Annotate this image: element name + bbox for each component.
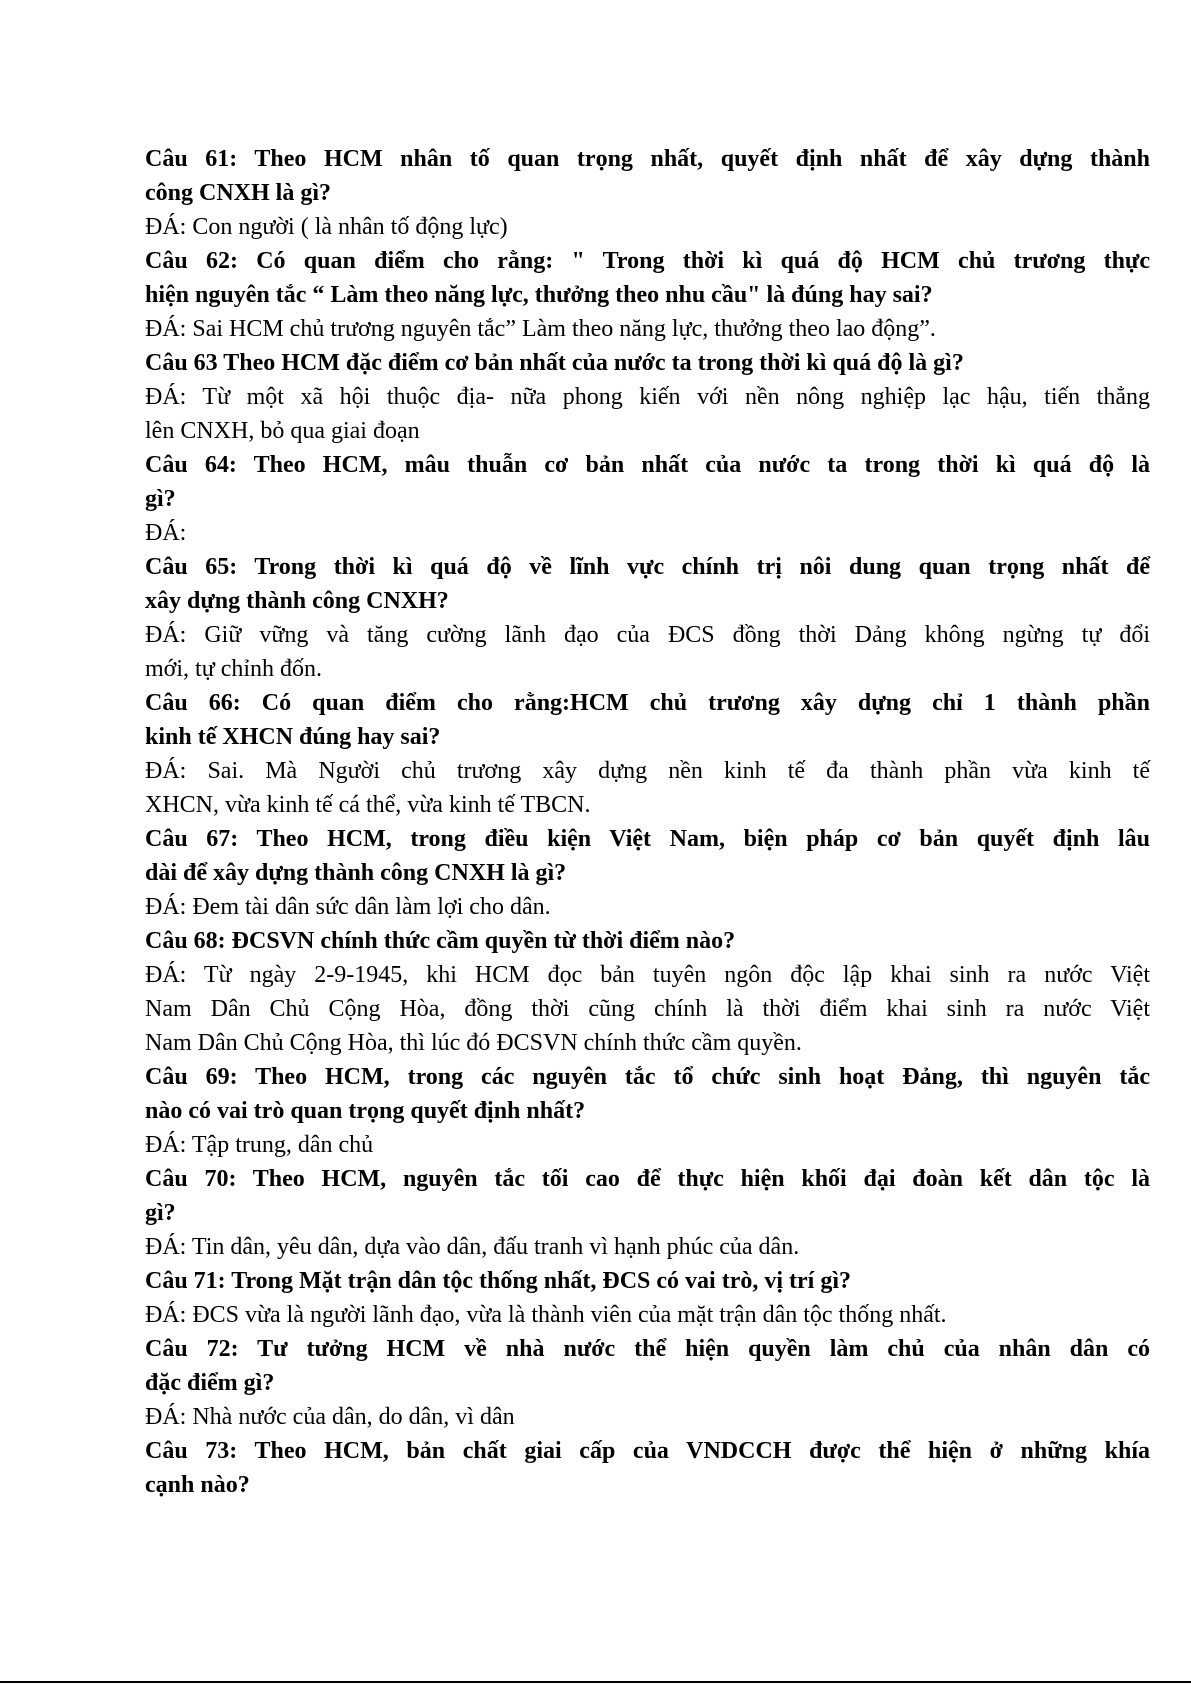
answer-line: ĐÁ: Từ ngày 2-9-1945, khi HCM đọc bản tuyên ngôn độc lập khai sinh ra nước Việt xyxy=(145,962,1150,988)
question-line: Câu 61: Theo HCM nhân tố quan trọng nhất, quyết định nhất để xây dựng thành xyxy=(145,146,1150,172)
question-block xyxy=(145,1264,1150,1298)
question-line: Câu 67: Theo HCM, trong điều kiện Việt Nam, biện pháp cơ bản quyết định lâu xyxy=(145,826,1150,852)
page-bottom-rule xyxy=(0,1681,1191,1683)
answer-line: lên CNXH, bỏ qua giai đoạn xyxy=(145,418,420,444)
answer-line: ĐÁ: Giữ vững và tăng cường lãnh đạo của ĐCS đồng thời Dảng không ngừng tự đổi xyxy=(145,622,1150,648)
question-line: Câu 71: Trong Mặt trận dân tộc thống nhất, ĐCS có vai trò, vị trí gì? xyxy=(145,1268,852,1294)
answer-line: ĐÁ: ĐCS vừa là người lãnh đạo, vừa là thành viên của mặt trận dân tộc thống nhất. xyxy=(145,1302,947,1328)
question-line: Câu 65: Trong thời kì quá độ về lĩnh vực chính trị nôi dung quan trọng nhất để xyxy=(145,554,1150,580)
answer-line: Nam Dân Chủ Cộng Hòa, đồng thời cũng chính là thời điểm khai sinh ra nước Việt xyxy=(145,996,1150,1022)
answer-block xyxy=(145,890,1150,924)
answer-line: ĐÁ: Đem tài dân sức dân làm lợi cho dân. xyxy=(145,894,551,920)
question-block xyxy=(145,1434,1150,1502)
answer-line: ĐÁ: Từ một xã hội thuộc địa- nữa phong kiến với nền nông nghiệp lạc hậu, tiến thẳng xyxy=(145,384,1150,410)
question-block xyxy=(145,1162,1150,1230)
question-line: Câu 68: ĐCSVN chính thức cầm quyền từ thời điểm nào? xyxy=(145,928,736,954)
answer-block xyxy=(145,754,1150,822)
question-line: Câu 64: Theo HCM, mâu thuẫn cơ bản nhất của nước ta trong thời kì quá độ là xyxy=(145,452,1150,478)
question-line: Câu 72: Tư tưởng HCM về nhà nước thể hiện quyền làm chủ của nhân dân có xyxy=(145,1336,1150,1362)
answer-line: ĐÁ: Con người ( là nhân tố động lực) xyxy=(145,214,508,240)
question-block xyxy=(145,1332,1150,1400)
question-line: kinh tế XHCN đúng hay sai? xyxy=(145,724,441,750)
answer-block xyxy=(145,516,1150,550)
document-page xyxy=(145,142,1150,1502)
answer-line: ĐÁ: Sai. Mà Người chủ trương xây dựng nền kinh tế đa thành phần vừa kinh tế xyxy=(145,758,1150,784)
question-line: cạnh nào? xyxy=(145,1472,250,1498)
question-line: dài để xây dựng thành công CNXH là gì? xyxy=(145,860,567,886)
question-line: gì? xyxy=(145,1200,176,1226)
question-line: hiện nguyên tắc “ Làm theo năng lực, thưởng theo nhu cầu" là đúng hay sai? xyxy=(145,282,933,308)
answer-block xyxy=(145,380,1150,448)
question-line: Câu 66: Có quan điểm cho rằng:HCM chủ trương xây dựng chỉ 1 thành phần xyxy=(145,690,1150,716)
answer-block xyxy=(145,312,1150,346)
answer-line: ĐÁ: Nhà nước của dân, do dân, vì dân xyxy=(145,1404,515,1430)
answer-block xyxy=(145,1298,1150,1332)
question-block xyxy=(145,244,1150,312)
answer-line: ĐÁ: Tập trung, dân chủ xyxy=(145,1132,374,1158)
question-block xyxy=(145,924,1150,958)
answer-line: ĐÁ: Sai HCM chủ trương nguyên tắc” Làm theo năng lực, thưởng theo lao động”. xyxy=(145,316,936,342)
question-block xyxy=(145,686,1150,754)
question-block xyxy=(145,1060,1150,1128)
question-line: Câu 62: Có quan điểm cho rằng: " Trong thời kì quá độ HCM chủ trương thực xyxy=(145,248,1150,274)
answer-line: XHCN, vừa kinh tế cá thể, vừa kinh tế TBCN. xyxy=(145,792,591,818)
question-line: Câu 70: Theo HCM, nguyên tắc tối cao để thực hiện khối đại đoàn kết dân tộc là xyxy=(145,1166,1150,1192)
answer-block xyxy=(145,1400,1150,1434)
answer-block xyxy=(145,618,1150,686)
question-block xyxy=(145,346,1150,380)
question-line: công CNXH là gì? xyxy=(145,180,331,206)
question-line: xây dựng thành công CNXH? xyxy=(145,588,449,614)
answer-line: Nam Dân Chủ Cộng Hòa, thì lúc đó ĐCSVN chính thức cầm quyền. xyxy=(145,1030,802,1056)
question-line: đặc điểm gì? xyxy=(145,1370,275,1396)
question-line: Câu 69: Theo HCM, trong các nguyên tắc tổ chức sinh hoạt Đảng, thì nguyên tắc xyxy=(145,1064,1150,1090)
question-block xyxy=(145,448,1150,516)
answer-block xyxy=(145,1230,1150,1264)
answer-block xyxy=(145,1128,1150,1162)
answer-line: ĐÁ: Tin dân, yêu dân, dựa vào dân, đấu tranh vì hạnh phúc của dân. xyxy=(145,1234,800,1260)
question-block xyxy=(145,550,1150,618)
answer-block xyxy=(145,958,1150,1060)
question-line: gì? xyxy=(145,486,176,512)
question-block xyxy=(145,822,1150,890)
question-line: nào có vai trò quan trọng quyết định nhất? xyxy=(145,1098,586,1124)
answer-line: ĐÁ: xyxy=(145,520,187,546)
answer-block xyxy=(145,210,1150,244)
question-line: Câu 63 Theo HCM đặc điểm cơ bản nhất của nước ta trong thời kì quá độ là gì? xyxy=(145,350,964,376)
answer-line: mới, tự chỉnh đốn. xyxy=(145,656,323,682)
question-block xyxy=(145,142,1150,210)
question-line: Câu 73: Theo HCM, bản chất giai cấp của VNDCCH được thể hiện ở những khía xyxy=(145,1438,1150,1464)
